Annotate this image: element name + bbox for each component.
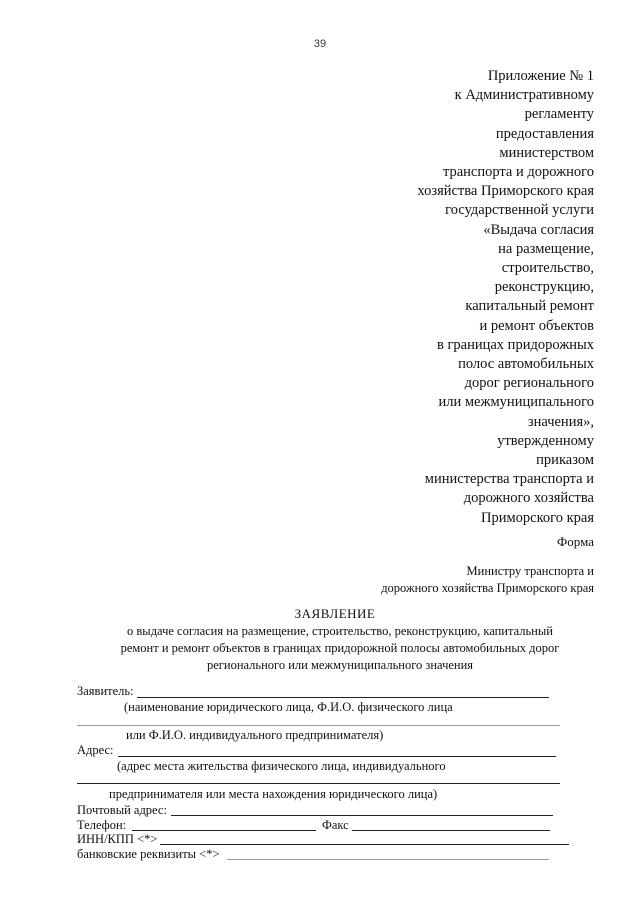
inn-kpp-field[interactable] bbox=[160, 844, 569, 845]
appendix-line: капитальный ремонт bbox=[465, 298, 594, 315]
address-field[interactable] bbox=[118, 756, 556, 757]
addressee-block bbox=[381, 563, 594, 597]
appendix-line: дорог регионального bbox=[464, 375, 594, 392]
inn-kpp-label: ИНН/КПП <*> bbox=[77, 832, 158, 846]
fax-field[interactable] bbox=[352, 830, 550, 831]
postal-address-label: Почтовый адрес: bbox=[77, 803, 167, 817]
appendix-line: Приложение № 1 bbox=[487, 68, 594, 84]
phone-field[interactable] bbox=[132, 830, 316, 831]
address-field-continued[interactable] bbox=[77, 783, 560, 784]
appendix-line: на размещение, bbox=[498, 240, 594, 257]
appendix-line: значения», bbox=[527, 413, 594, 430]
appendix-line: Приморского края bbox=[480, 509, 594, 526]
form-label: Форма bbox=[557, 534, 594, 549]
fax-label: Факс bbox=[322, 818, 349, 832]
appendix-line: министерства транспорта и bbox=[424, 471, 594, 488]
appendix-line: транспорта и дорожного bbox=[442, 164, 594, 181]
addressee-line: Министру транспорта и bbox=[466, 564, 594, 578]
appendix-line: дорожного хозяйства bbox=[463, 490, 594, 507]
bank-details-label: банковские реквизиты <*> bbox=[77, 847, 220, 861]
address-hint: (адрес места жительства физического лица, индивидуального bbox=[117, 759, 446, 773]
appendix-line: государственной услуги bbox=[445, 202, 594, 219]
postal-address-field[interactable] bbox=[171, 815, 553, 816]
appendix-header bbox=[374, 67, 594, 528]
address-label: Адрес: bbox=[77, 743, 114, 757]
subtitle-line: о выдаче согласия на размещение, строительство, реконструкцию, капитальный bbox=[127, 624, 553, 638]
page-number: 39 bbox=[313, 38, 327, 50]
appendix-line: строительство, bbox=[501, 260, 594, 277]
appendix-line: хозяйства Приморского края bbox=[417, 183, 594, 200]
address-hint: предпринимателя или места нахождения юридического лица) bbox=[109, 787, 438, 801]
document-title: ЗАЯВЛЕНИЕ bbox=[294, 606, 376, 621]
appendix-line: регламенту bbox=[524, 106, 594, 123]
applicant-field[interactable] bbox=[137, 697, 549, 698]
applicant-field-continued[interactable] bbox=[77, 725, 560, 726]
appendix-line: министерством bbox=[499, 144, 594, 161]
appendix-line: приказом bbox=[536, 452, 594, 469]
appendix-line: утвержденному bbox=[497, 432, 594, 449]
appendix-line: предоставления bbox=[495, 125, 594, 142]
document-subtitle bbox=[100, 623, 580, 674]
appendix-line: реконструкцию, bbox=[494, 279, 594, 296]
applicant-hint: или Ф.И.О. индивидуального предпринимателя) bbox=[126, 728, 384, 742]
appendix-line: или межмуниципального bbox=[438, 394, 594, 411]
bank-details-field[interactable] bbox=[227, 859, 549, 860]
appendix-line: к Административному bbox=[454, 87, 594, 104]
appendix-line: полос автомобильных bbox=[458, 356, 594, 373]
addressee-line: дорожного хозяйства Приморского края bbox=[381, 581, 594, 595]
phone-label: Телефон: bbox=[77, 818, 127, 832]
appendix-line: и ремонт объектов bbox=[479, 317, 594, 334]
applicant-hint: (наименование юридического лица, Ф.И.О. физического лица bbox=[124, 700, 453, 714]
subtitle-line: ремонт и ремонт объектов в границах придорожной полосы автомобильных дорог bbox=[120, 641, 560, 655]
applicant-label: Заявитель: bbox=[77, 684, 134, 698]
appendix-line: «Выдача согласия bbox=[483, 221, 594, 238]
subtitle-line: регионального или межмуниципального значения bbox=[206, 658, 474, 672]
appendix-line: в границах придорожных bbox=[436, 336, 594, 353]
